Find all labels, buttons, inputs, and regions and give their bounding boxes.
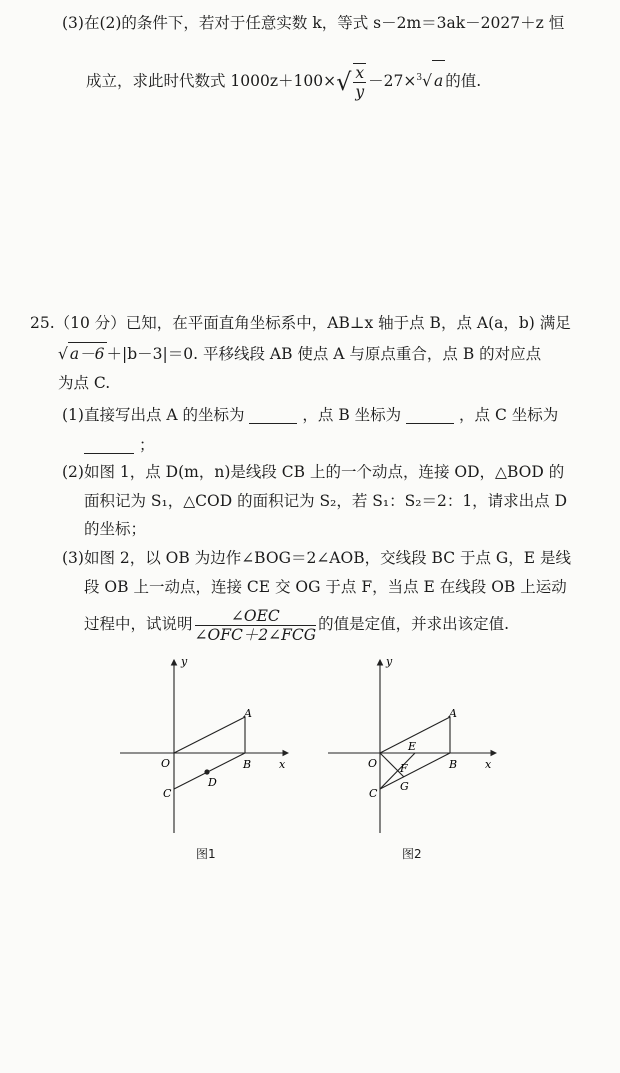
p1-a: (1)直接写出点 A 的坐标为 (62, 406, 245, 424)
label-A: A (244, 707, 252, 720)
q25-part3-line2: 段 OB 上一动点，连接 CE 交 OG 于点 F，当点 E 在线段 OB 上运动 (84, 578, 567, 596)
p3-pre: 过程中，试说明 (84, 615, 193, 633)
q25-part3-line1: (3)如图 2，以 OB 为边作∠BOG＝2∠AOB，交线段 BC 于点 G，E 是线 (62, 549, 572, 567)
label-C: C (369, 787, 378, 800)
answer-blank-c[interactable] (84, 437, 134, 454)
figure2 (320, 655, 510, 840)
fraction-x-over-y (353, 63, 366, 101)
q25-part3-line3 (84, 604, 509, 644)
label-B: B (243, 758, 252, 771)
label-y: y (386, 655, 393, 668)
q25-line2 (58, 342, 541, 365)
cbrt-arg: a (432, 60, 445, 101)
label-F: F (400, 762, 408, 775)
label-x: x (279, 758, 286, 771)
label-G: G (400, 780, 409, 793)
p1-end: ； (138, 436, 155, 454)
label-A: A (449, 707, 457, 720)
p1-c: ，点 C 坐标为 (459, 406, 559, 424)
label-D: D (208, 776, 217, 789)
sqrt-sign: √ (336, 68, 352, 97)
answer-blank-a[interactable] (249, 407, 297, 424)
q25-line3: 为点 C. (58, 374, 111, 392)
q25-part2-line1: (2)如图 1，点 D(m，n)是线段 CB 上的一个动点，连接 OD，△BOD 的 (62, 463, 565, 481)
q24-line2-pre: 成立，求此时代数式 1000z＋100× (86, 72, 337, 91)
frac-denominator: y (355, 83, 365, 102)
label-O: O (161, 757, 171, 770)
segment-CB (380, 753, 450, 789)
q24-line2-mid: －27× (368, 72, 417, 91)
label-O: O (368, 757, 378, 770)
sqrt-sign: √ (58, 345, 68, 363)
answer-blank-b[interactable] (406, 407, 454, 424)
cbrt-sign: √ (422, 72, 433, 91)
q25-part1-cont (84, 434, 154, 456)
angle-frac-num: ∠OEC (195, 607, 317, 626)
segment-OA (174, 717, 245, 753)
q24-part3-line1: (3)在(2)的条件下，若对于任意实数 k，等式 s－2m＝3ak－2027＋z 恒 (62, 14, 565, 32)
q24-part3-line2 (86, 58, 481, 102)
q25-part2-line3: 的坐标； (84, 520, 147, 538)
cbrt-index: 3 (416, 73, 423, 83)
q25-part2-line2: 面积记为 S₁，△COD 的面积记为 S₂，若 S₁：S₂＝2：1，请求出点 D (84, 492, 568, 510)
q24-line2-post: 的值. (445, 72, 482, 91)
label-C: C (163, 787, 172, 800)
label-E: E (408, 740, 417, 753)
p1-b: ，点 B 坐标为 (302, 406, 402, 424)
q25-head: 25.（10 分）已知，在平面直角坐标系中，AB⊥x 轴于点 B，点 A(a，b) 满足 (30, 314, 571, 332)
p3-post: 的值是定值，并求出该定值. (318, 615, 510, 633)
frac-numerator: x (355, 64, 365, 83)
angle-frac-den: ∠OFC＋2∠FCG (194, 625, 317, 644)
point-D (204, 769, 209, 774)
figure1 (110, 655, 300, 840)
figure2-caption: 图2 (402, 847, 422, 861)
figure1-caption: 图1 (196, 847, 216, 861)
label-B: B (449, 758, 458, 771)
q25-part1 (62, 404, 558, 426)
sqrt-arg: a－6 (68, 342, 107, 365)
label-y: y (181, 655, 188, 668)
label-x: x (485, 758, 492, 771)
angle-fraction (195, 607, 317, 644)
q25-line2-rest: ＋|b－3|＝0. 平移线段 AB 使点 A 与原点重合，点 B 的对应点 (106, 345, 542, 363)
